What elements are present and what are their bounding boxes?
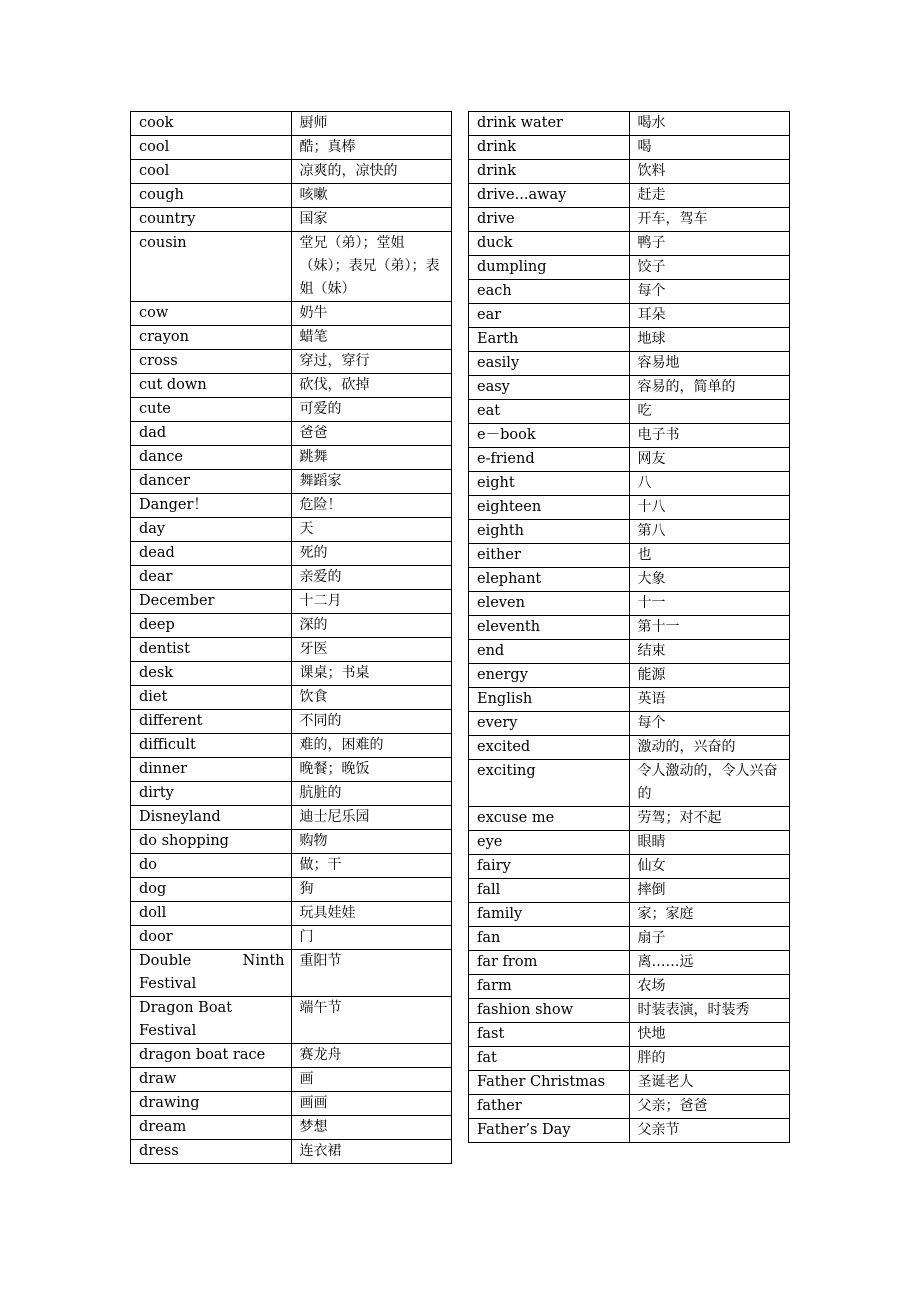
english-word-cell: difficult xyxy=(131,734,292,758)
english-word-cell: Disneyland xyxy=(131,806,292,830)
english-word-cell: ear xyxy=(469,304,630,328)
english-word-cell: end xyxy=(469,640,630,664)
chinese-meaning-cell: 可爱的 xyxy=(291,398,452,422)
chinese-meaning-cell: 门 xyxy=(291,926,452,950)
vocab-row xyxy=(469,1023,790,1047)
vocab-row xyxy=(469,1071,790,1095)
vocab-row xyxy=(131,398,452,422)
chinese-meaning-cell: 牙医 xyxy=(291,638,452,662)
english-word-cell: cool xyxy=(131,160,292,184)
english-word-cell: dumpling xyxy=(469,256,630,280)
chinese-meaning-cell: 每个 xyxy=(629,712,790,736)
vocab-row xyxy=(131,184,452,208)
chinese-meaning-cell: 吃 xyxy=(629,400,790,424)
vocab-row xyxy=(469,903,790,927)
vocab-row xyxy=(469,1095,790,1119)
chinese-meaning-cell: 胖的 xyxy=(629,1047,790,1071)
english-word-cell: fall xyxy=(469,879,630,903)
chinese-meaning-cell: 第八 xyxy=(629,520,790,544)
chinese-meaning-cell: 农场 xyxy=(629,975,790,999)
vocab-row xyxy=(469,831,790,855)
english-word-cell: energy xyxy=(469,664,630,688)
chinese-meaning-cell: 梦想 xyxy=(291,1116,452,1140)
chinese-meaning-cell: 饮料 xyxy=(629,160,790,184)
vocab-row xyxy=(131,926,452,950)
chinese-meaning-cell: 鸭子 xyxy=(629,232,790,256)
chinese-meaning-cell: 肮脏的 xyxy=(291,782,452,806)
english-word-cell: cough xyxy=(131,184,292,208)
vocab-row xyxy=(131,350,452,374)
vocab-row xyxy=(469,999,790,1023)
english-word-cell: crayon xyxy=(131,326,292,350)
english-word-cell: drive xyxy=(469,208,630,232)
vocab-row xyxy=(469,616,790,640)
english-word-cell: dancer xyxy=(131,470,292,494)
chinese-meaning-cell: 劳驾；对不起 xyxy=(629,807,790,831)
chinese-meaning-cell: 圣诞老人 xyxy=(629,1071,790,1095)
vocab-row xyxy=(469,448,790,472)
vocab-row xyxy=(469,232,790,256)
english-word-cell: dad xyxy=(131,422,292,446)
vocab-row xyxy=(469,855,790,879)
chinese-meaning-cell: 国家 xyxy=(291,208,452,232)
english-word-cell: duck xyxy=(469,232,630,256)
chinese-meaning-cell: 做；干 xyxy=(291,854,452,878)
english-word-cell: cool xyxy=(131,136,292,160)
vocab-row xyxy=(469,688,790,712)
chinese-meaning-cell: 画 xyxy=(291,1068,452,1092)
english-word-cell: draw xyxy=(131,1068,292,1092)
chinese-meaning-cell: 网友 xyxy=(629,448,790,472)
chinese-meaning-cell: 父亲；爸爸 xyxy=(629,1095,790,1119)
chinese-meaning-cell: 狗 xyxy=(291,878,452,902)
vocab-row xyxy=(131,446,452,470)
english-word-cell: eighth xyxy=(469,520,630,544)
chinese-meaning-cell: 舞蹈家 xyxy=(291,470,452,494)
chinese-meaning-cell: 容易地 xyxy=(629,352,790,376)
english-word-cell: far from xyxy=(469,951,630,975)
english-word-cell: dragon boat race xyxy=(131,1044,292,1068)
vocab-row xyxy=(131,997,452,1044)
english-word-cell: cow xyxy=(131,302,292,326)
chinese-meaning-cell: 眼睛 xyxy=(629,831,790,855)
english-word-cell: dream xyxy=(131,1116,292,1140)
chinese-meaning-cell: 电子书 xyxy=(629,424,790,448)
english-word-cell: cut down xyxy=(131,374,292,398)
chinese-meaning-cell: 饺子 xyxy=(629,256,790,280)
english-word-cell: day xyxy=(131,518,292,542)
chinese-meaning-cell: 难的，困难的 xyxy=(291,734,452,758)
english-word-cell: dance xyxy=(131,446,292,470)
chinese-meaning-cell: 奶牛 xyxy=(291,302,452,326)
english-word-cell: deep xyxy=(131,614,292,638)
english-word-cell: either xyxy=(469,544,630,568)
english-word-cell: dirty xyxy=(131,782,292,806)
vocab-row xyxy=(131,1092,452,1116)
chinese-meaning-cell: 每个 xyxy=(629,280,790,304)
chinese-meaning-cell: 扇子 xyxy=(629,927,790,951)
english-word-cell: easy xyxy=(469,376,630,400)
chinese-meaning-cell: 开车，驾车 xyxy=(629,208,790,232)
vocab-row xyxy=(131,208,452,232)
english-word-cell: December xyxy=(131,590,292,614)
english-word-cell: dear xyxy=(131,566,292,590)
english-word-cell: cross xyxy=(131,350,292,374)
chinese-meaning-cell: 赛龙舟 xyxy=(291,1044,452,1068)
english-word-cell: fashion show xyxy=(469,999,630,1023)
vocab-row xyxy=(131,160,452,184)
vocab-row xyxy=(131,470,452,494)
chinese-meaning-cell: 凉爽的，凉快的 xyxy=(291,160,452,184)
vocab-row xyxy=(469,472,790,496)
english-word-cell: door xyxy=(131,926,292,950)
english-word-cell: drive...away xyxy=(469,184,630,208)
vocab-row xyxy=(469,328,790,352)
vocab-row xyxy=(131,136,452,160)
chinese-meaning-cell: 能源 xyxy=(629,664,790,688)
english-word-cell: excuse me xyxy=(469,807,630,831)
chinese-meaning-cell: 家；家庭 xyxy=(629,903,790,927)
vocab-table-left xyxy=(130,111,452,1164)
english-word-cell: e－book xyxy=(469,424,630,448)
vocab-row xyxy=(469,400,790,424)
chinese-meaning-cell: 第十一 xyxy=(629,616,790,640)
english-word-cell: farm xyxy=(469,975,630,999)
english-word-cell: eleventh xyxy=(469,616,630,640)
chinese-meaning-cell: 跳舞 xyxy=(291,446,452,470)
english-word-cell: dinner xyxy=(131,758,292,782)
chinese-meaning-cell: 酷；真棒 xyxy=(291,136,452,160)
english-word-cell: Dragon Boat Festival xyxy=(131,997,292,1044)
chinese-meaning-cell: 穿过，穿行 xyxy=(291,350,452,374)
vocab-row xyxy=(469,640,790,664)
chinese-meaning-cell: 爸爸 xyxy=(291,422,452,446)
vocab-row xyxy=(469,736,790,760)
vocab-table-right xyxy=(468,111,790,1143)
english-word-cell: dentist xyxy=(131,638,292,662)
english-word-cell: Danger！ xyxy=(131,494,292,518)
vocab-row xyxy=(131,112,452,136)
english-word-cell: do xyxy=(131,854,292,878)
vocab-row xyxy=(131,710,452,734)
english-word-cell: Father Christmas xyxy=(469,1071,630,1095)
chinese-meaning-cell: 仙女 xyxy=(629,855,790,879)
vocab-row xyxy=(131,662,452,686)
vocab-row xyxy=(131,854,452,878)
vocab-row xyxy=(469,712,790,736)
vocab-row xyxy=(131,1044,452,1068)
chinese-meaning-cell: 画画 xyxy=(291,1092,452,1116)
vocab-row xyxy=(469,568,790,592)
vocab-row xyxy=(469,664,790,688)
chinese-meaning-cell: 十八 xyxy=(629,496,790,520)
vocab-row xyxy=(469,592,790,616)
english-word-cell: dead xyxy=(131,542,292,566)
vocab-row xyxy=(131,566,452,590)
chinese-meaning-cell: 英语 xyxy=(629,688,790,712)
vocab-row xyxy=(469,975,790,999)
vocab-row xyxy=(469,184,790,208)
vocab-row xyxy=(131,806,452,830)
vocab-row xyxy=(131,614,452,638)
vocab-row xyxy=(131,638,452,662)
vocab-table-right-body xyxy=(469,112,790,1143)
english-word-cell: elephant xyxy=(469,568,630,592)
chinese-meaning-cell: 赶走 xyxy=(629,184,790,208)
chinese-meaning-cell: 结束 xyxy=(629,640,790,664)
english-word-cell: eight xyxy=(469,472,630,496)
vocab-row xyxy=(469,1119,790,1143)
chinese-meaning-cell: 端午节 xyxy=(291,997,452,1044)
english-word-cell: eat xyxy=(469,400,630,424)
vocab-row xyxy=(469,520,790,544)
vocab-row xyxy=(131,830,452,854)
english-word-cell: drink xyxy=(469,160,630,184)
english-word-cell: drawing xyxy=(131,1092,292,1116)
chinese-meaning-cell: 重阳节 xyxy=(291,950,452,997)
chinese-meaning-cell: 不同的 xyxy=(291,710,452,734)
english-word-cell: cute xyxy=(131,398,292,422)
english-word-cell: father xyxy=(469,1095,630,1119)
vocab-row xyxy=(131,374,452,398)
vocab-row xyxy=(131,326,452,350)
vocab-row xyxy=(469,807,790,831)
english-word-cell: exciting xyxy=(469,760,630,807)
english-word-cell: fairy xyxy=(469,855,630,879)
chinese-meaning-cell: 时装表演，时装秀 xyxy=(629,999,790,1023)
chinese-meaning-cell: 课桌；书桌 xyxy=(291,662,452,686)
chinese-meaning-cell: 玩具娃娃 xyxy=(291,902,452,926)
chinese-meaning-cell: 十一 xyxy=(629,592,790,616)
vocab-row xyxy=(469,424,790,448)
vocab-row xyxy=(131,1140,452,1164)
english-word-cell: different xyxy=(131,710,292,734)
vocab-row xyxy=(131,590,452,614)
chinese-meaning-cell: 地球 xyxy=(629,328,790,352)
chinese-meaning-cell: 容易的，简单的 xyxy=(629,376,790,400)
english-word-cell: fat xyxy=(469,1047,630,1071)
vocab-row xyxy=(131,782,452,806)
english-word-cell: easily xyxy=(469,352,630,376)
english-word-cell: eleven xyxy=(469,592,630,616)
english-word-cell: country xyxy=(131,208,292,232)
chinese-meaning-cell: 耳朵 xyxy=(629,304,790,328)
vocab-row xyxy=(469,208,790,232)
chinese-meaning-cell: 蜡笔 xyxy=(291,326,452,350)
vocab-row xyxy=(131,1116,452,1140)
english-word-cell: dress xyxy=(131,1140,292,1164)
vocab-row xyxy=(131,232,452,302)
chinese-meaning-cell: 父亲节 xyxy=(629,1119,790,1143)
chinese-meaning-cell: 快地 xyxy=(629,1023,790,1047)
english-word-cell: English xyxy=(469,688,630,712)
english-word-cell: fast xyxy=(469,1023,630,1047)
chinese-meaning-cell: 晚餐；晚饭 xyxy=(291,758,452,782)
english-word-cell: do shopping xyxy=(131,830,292,854)
vocab-row xyxy=(469,951,790,975)
chinese-meaning-cell: 也 xyxy=(629,544,790,568)
vocab-row xyxy=(469,304,790,328)
chinese-meaning-cell: 深的 xyxy=(291,614,452,638)
english-word-cell: e-friend xyxy=(469,448,630,472)
chinese-meaning-cell: 八 xyxy=(629,472,790,496)
chinese-meaning-cell: 迪士尼乐园 xyxy=(291,806,452,830)
chinese-meaning-cell: 咳嗽 xyxy=(291,184,452,208)
chinese-meaning-cell: 堂兄（弟）；堂姐（妹）；表兄（弟）；表姐（妹） xyxy=(291,232,452,302)
vocab-row xyxy=(469,544,790,568)
english-word-cell: drink xyxy=(469,136,630,160)
vocab-row xyxy=(469,1047,790,1071)
english-word-cell: Double Ninth Festival xyxy=(131,950,292,997)
vocab-row xyxy=(131,734,452,758)
vocab-row xyxy=(131,518,452,542)
vocab-row xyxy=(131,686,452,710)
english-word-cell: Father’s Day xyxy=(469,1119,630,1143)
english-word-cell: doll xyxy=(131,902,292,926)
chinese-meaning-cell: 十二月 xyxy=(291,590,452,614)
vocab-row xyxy=(469,136,790,160)
chinese-meaning-cell: 危险！ xyxy=(291,494,452,518)
chinese-meaning-cell: 购物 xyxy=(291,830,452,854)
vocab-row xyxy=(469,112,790,136)
vocab-row xyxy=(131,902,452,926)
vocab-row xyxy=(131,302,452,326)
vocab-row xyxy=(469,352,790,376)
english-word-cell: excited xyxy=(469,736,630,760)
chinese-meaning-cell: 喝 xyxy=(629,136,790,160)
vocab-table-left-body xyxy=(131,112,452,1164)
chinese-meaning-cell: 饮食 xyxy=(291,686,452,710)
english-word-cell: fan xyxy=(469,927,630,951)
english-word-cell: diet xyxy=(131,686,292,710)
vocab-row xyxy=(131,494,452,518)
vocab-row xyxy=(131,422,452,446)
vocab-row xyxy=(469,496,790,520)
vocab-row xyxy=(131,950,452,997)
english-word-cell: Earth xyxy=(469,328,630,352)
english-word-cell: desk xyxy=(131,662,292,686)
chinese-meaning-cell: 天 xyxy=(291,518,452,542)
vocab-row xyxy=(469,879,790,903)
vocab-row xyxy=(131,758,452,782)
chinese-meaning-cell: 大象 xyxy=(629,568,790,592)
english-word-cell: every xyxy=(469,712,630,736)
chinese-meaning-cell: 激动的，兴奋的 xyxy=(629,736,790,760)
vocab-row xyxy=(131,542,452,566)
english-word-cell: cousin xyxy=(131,232,292,302)
chinese-meaning-cell: 离……远 xyxy=(629,951,790,975)
vocab-row xyxy=(469,376,790,400)
chinese-meaning-cell: 摔倒 xyxy=(629,879,790,903)
vocab-row xyxy=(469,280,790,304)
vocab-row xyxy=(469,256,790,280)
vocab-row xyxy=(469,760,790,807)
chinese-meaning-cell: 厨师 xyxy=(291,112,452,136)
vocab-row xyxy=(131,878,452,902)
chinese-meaning-cell: 喝水 xyxy=(629,112,790,136)
english-word-cell: dog xyxy=(131,878,292,902)
chinese-meaning-cell: 亲爱的 xyxy=(291,566,452,590)
chinese-meaning-cell: 令人激动的，令人兴奋的 xyxy=(629,760,790,807)
vocab-row xyxy=(131,1068,452,1092)
vocab-row xyxy=(469,927,790,951)
vocab-row xyxy=(469,160,790,184)
english-word-cell: eye xyxy=(469,831,630,855)
english-word-cell: drink water xyxy=(469,112,630,136)
english-word-cell: eighteen xyxy=(469,496,630,520)
chinese-meaning-cell: 砍伐，砍掉 xyxy=(291,374,452,398)
english-word-cell: cook xyxy=(131,112,292,136)
chinese-meaning-cell: 连衣裙 xyxy=(291,1140,452,1164)
english-word-cell: family xyxy=(469,903,630,927)
english-word-cell: each xyxy=(469,280,630,304)
chinese-meaning-cell: 死的 xyxy=(291,542,452,566)
